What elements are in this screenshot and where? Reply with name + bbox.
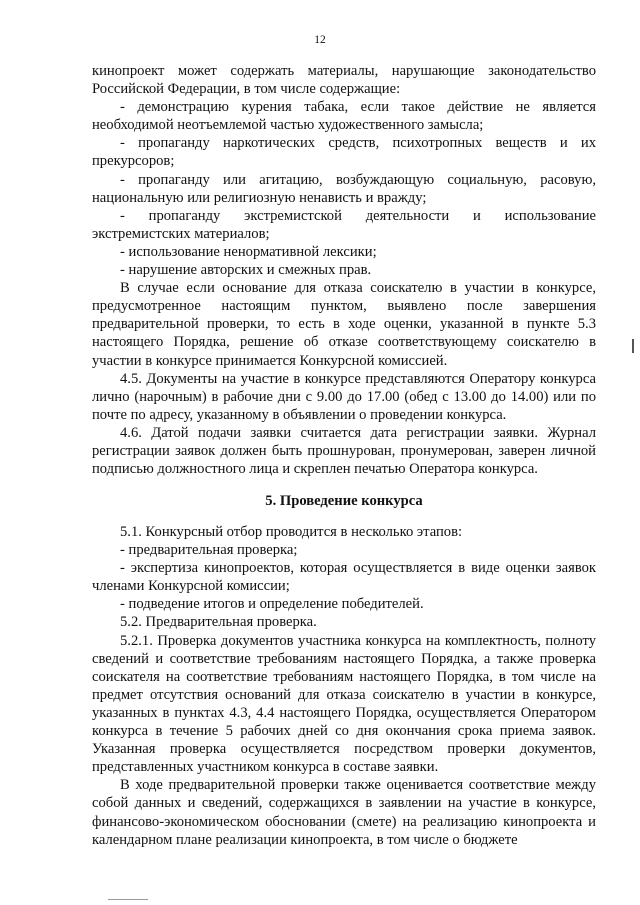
paragraph: В случае если основание для отказа соискателю в участии в конкурсе, предусмотренное настоящим пунктом, выявлено после завершения предварительной проверки, то есть в ходе оценки, указанной в пункте 5.3 настоящего Порядка, решение об отказе соответствующему соискателю в участии в конкурсе принимается Конкурсной комиссией. [92,280,596,369]
page-number: 12 [314,34,326,46]
paragraph: 5.2. Предварительная проверка. [120,614,317,631]
paragraph: 4.6. Датой подачи заявки считается дата регистрации заявки. Журнал регистрации заявок должен быть прошнурован, пронумерован, заверен личной подписью должностного лица и скреплен печатью Оператора конкурса. [92,424,596,478]
scan-edge-mark [632,339,634,353]
top-text-block [92,62,596,478]
section-heading: 5. Проведение конкурса [265,493,423,509]
section-text-block [92,523,596,849]
list-item: - экспертиза кинопроектов, которая осуществляется в виде оценки заявок членами Конкурсной комиссии; [92,560,596,595]
paragraph: 5.1. Конкурсный отбор проводится в несколько этапов: [120,524,463,540]
list-item: - пропаганду экстремистской деятельности и использование экстремистских материалов; [92,207,596,242]
list-item: - подведение итогов и определение победителей. [120,596,424,613]
list-item: - использование ненормативной лексики; [120,243,377,260]
list-item: - пропаганду наркотических средств, психотропных веществ и их прекурсоров; [92,135,596,170]
paragraph: В ходе предварительной проверки также оценивается соответствие между собой данных и сведений, содержащихся в заявлении на участие в конкурсе, финансово-экономическом обосновании (смете) на реализацию кинопроекта и календарном плане реализации кинопроекта, в том числе о бюджете [92,777,596,848]
list-item: - нарушение авторских и смежных прав. [120,262,372,279]
scan-bottom-mark [108,899,148,900]
list-item: - предварительная проверка; [120,542,298,559]
paragraph: кинопроект может содержать материалы, нарушающие законодательство Российской Федерации, в том числе содержащие: [92,63,596,98]
list-item: - демонстрацию курения табака, если такое действие не является необходимой неотъемлемой частью художественного замысла; [92,99,596,134]
list-item: - пропаганду или агитацию, возбуждающую социальную, расовую, национальную или религиозную ненависть и вражду; [92,171,596,206]
paragraph: 5.2.1. Проверка документов участника конкурса на комплектность, полноту сведений и соответствие требованиям настоящего Порядка, а также проверка соискателя на соответствие требованиям настоящего Порядка, в том числе на предмет отсутствия оснований для отказа соискателю в участии в конкурсе, указанных в пунктах 4.3, 4.4 настоящего Порядка, осуществляется Оператором конкурса в течение 5 рабочих дней со дня окончания срока приема заявок. Указанная проверка осуществляется посредством проверки документов, представленных участником конкурса в составе заявки. [92,632,596,776]
paragraph: 4.5. Документы на участие в конкурсе представляются Оператору конкурса лично (нарочным) в рабочие дни с 9.00 до 17.00 (обед с 13.00 до 14.00) или по почте по адресу, указанному в объявлении о проведении конкурса. [92,370,596,423]
